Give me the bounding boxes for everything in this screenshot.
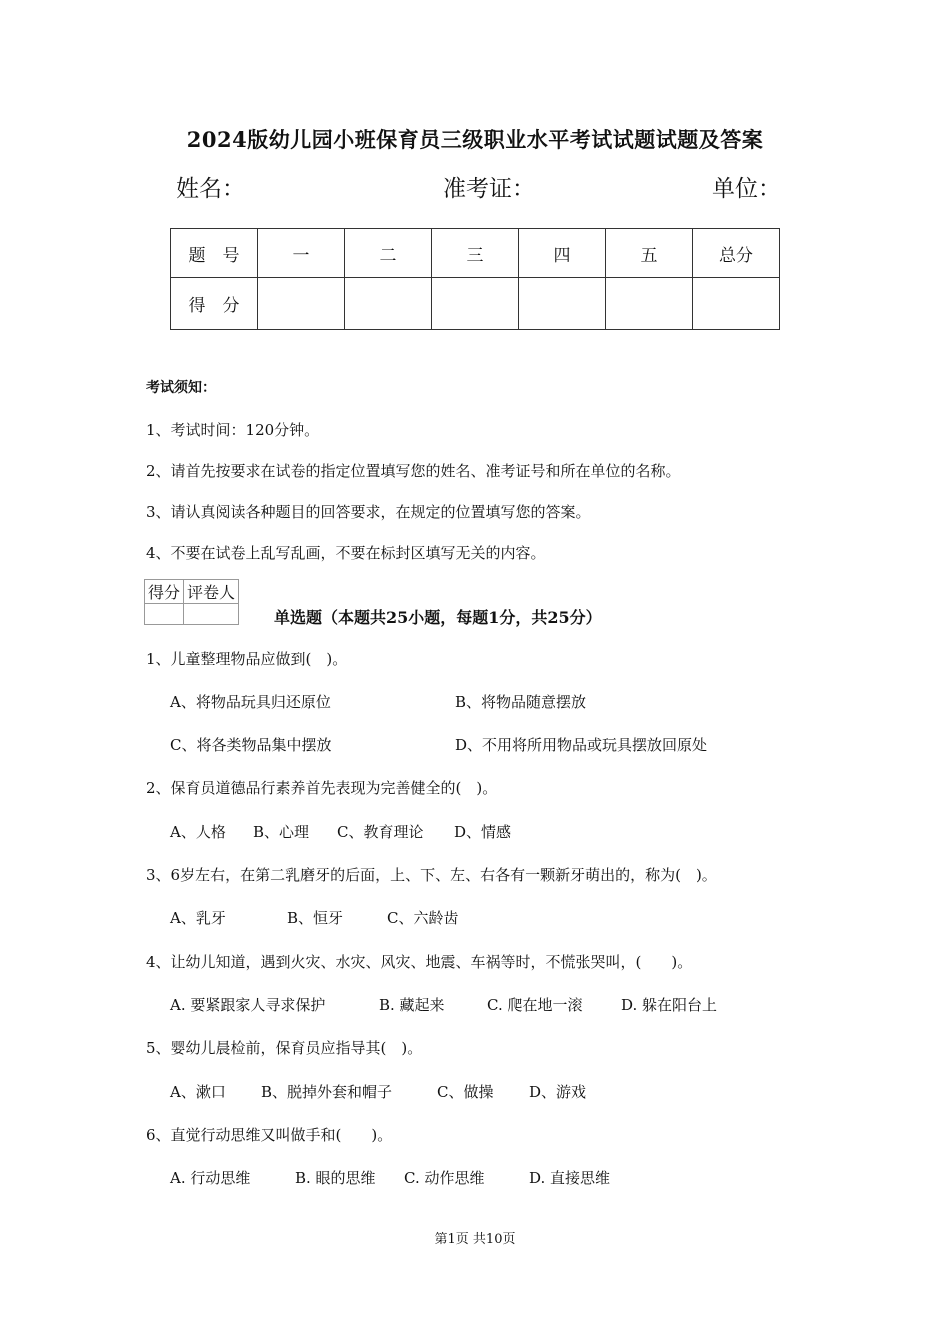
section-title: 单选题（本题共25小题，每题1分，共25分） — [274, 608, 602, 627]
note-item: 3、请认真阅读各种题目的回答要求，在规定的位置填写您的答案。 — [146, 503, 591, 521]
score-table-header-row — [171, 229, 780, 278]
score-header-cell: 四 — [519, 229, 606, 278]
score-table-score-row — [171, 278, 780, 330]
score-table — [170, 228, 780, 330]
exam-id-label: 准考证： — [443, 176, 535, 202]
question-stem: 3、6岁左右，在第二乳磨牙的后面，上、下、左、右各有一颗新牙萌出的，称为( )。 — [146, 866, 717, 884]
score-header-cell: 二 — [345, 229, 432, 278]
score-cell[interactable] — [345, 278, 432, 330]
question-option: A、漱口 — [170, 1083, 226, 1101]
score-cell[interactable] — [693, 278, 780, 330]
question-option: A、将物品玩具归还原位 — [170, 693, 331, 711]
question-option: B、恒牙 — [287, 909, 344, 927]
question-option: C、做操 — [437, 1083, 494, 1101]
note-item: 4、不要在试卷上乱写乱画，不要在标封区填写无关的内容。 — [146, 544, 546, 562]
question-stem: 2、保育员道德品行素养首先表现为完善健全的( )。 — [146, 779, 498, 797]
question-option: D. 躲在阳台上 — [621, 996, 718, 1014]
question-option: A. 要紧跟家人寻求保护 — [170, 996, 326, 1014]
question-option: B、脱掉外套和帽子 — [261, 1083, 393, 1101]
question-option: D. 直接思维 — [529, 1169, 611, 1187]
question-option: D、情感 — [454, 823, 512, 841]
grader-score-cell[interactable] — [145, 604, 184, 625]
question-stem: 1、儿童整理物品应做到( )。 — [146, 650, 348, 668]
notes-title: 考试须知： — [146, 380, 216, 396]
score-header-cell: 五 — [606, 229, 693, 278]
grader-box — [144, 579, 239, 625]
question-option: D、游戏 — [529, 1083, 587, 1101]
score-header-cell: 题 号 — [171, 229, 258, 278]
score-row-label: 得 分 — [171, 278, 258, 330]
question-option: B、将物品随意摆放 — [455, 693, 587, 711]
exam-title: 2024版幼儿园小班保育员三级职业水平考试试题试题及答案 — [186, 127, 764, 152]
score-cell[interactable] — [258, 278, 345, 330]
question-stem: 4、让幼儿知道，遇到火灾、水灾、风灾、地震、车祸等时，不慌张哭叫，( )。 — [146, 953, 693, 971]
score-cell[interactable] — [432, 278, 519, 330]
unit-label: 单位： — [712, 176, 781, 202]
question-option: C、教育理论 — [337, 823, 424, 841]
question-option: C. 动作思维 — [404, 1169, 485, 1187]
note-item: 2、请首先按要求在试卷的指定位置填写您的姓名、准考证号和所在单位的名称。 — [146, 462, 681, 480]
question-option: A、乳牙 — [170, 909, 226, 927]
question-option: A. 行动思维 — [170, 1169, 251, 1187]
score-cell[interactable] — [519, 278, 606, 330]
score-header-cell: 一 — [258, 229, 345, 278]
question-option: B. 眼的思维 — [295, 1169, 376, 1187]
name-label: 姓名： — [176, 176, 245, 202]
question-option: C. 爬在地一滚 — [487, 996, 583, 1014]
question-option: C、将各类物品集中摆放 — [170, 736, 332, 754]
grader-score-label: 得分 — [145, 580, 184, 604]
question-stem: 5、婴幼儿晨检前，保育员应指导其( )。 — [146, 1039, 423, 1057]
page-footer: 第1页 共10页 — [434, 1232, 516, 1247]
note-item: 1、考试时间：120分钟。 — [146, 421, 320, 439]
question-option: C、六龄齿 — [387, 909, 459, 927]
question-stem: 6、直觉行动思维又叫做手和( )。 — [146, 1126, 393, 1144]
score-header-cell: 三 — [432, 229, 519, 278]
grader-reviewer-label: 评卷人 — [184, 580, 239, 604]
question-option: B、心理 — [253, 823, 310, 841]
score-header-cell: 总分 — [693, 229, 780, 278]
grader-reviewer-cell[interactable] — [184, 604, 239, 625]
score-cell[interactable] — [606, 278, 693, 330]
question-option: B. 藏起来 — [379, 996, 445, 1014]
question-option: A、人格 — [170, 823, 226, 841]
question-option: D、不用将所用物品或玩具摆放回原处 — [455, 736, 708, 754]
